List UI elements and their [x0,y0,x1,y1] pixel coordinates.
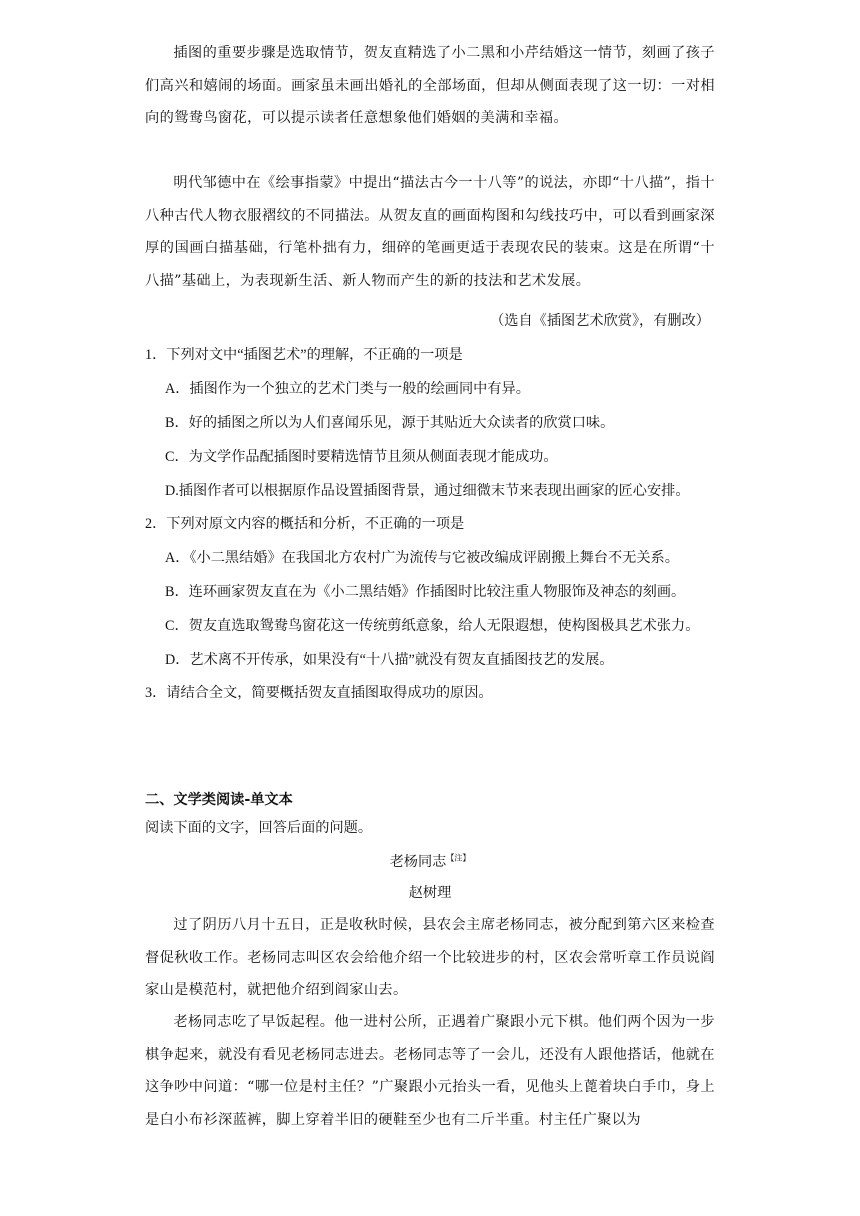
answer-option: B．连环画家贺友直在为《小二黑结婚》作插图时比较注重人物服饰及神态的刻画。 [165,584,686,600]
answer-option: A．《小二黑结婚》在我国北方农村广为流传与它被改编成评剧搬上舞台不无关系。 [165,550,679,566]
question-stem: 2．下列对原文内容的概括和分析，不正确的一项是 [145,516,465,532]
question-stem: 3．请结合全文，简要概括贺友直插图取得成功的原因。 [145,685,493,701]
question-stem: 1．下列对文中“插图艺术”的理解，不正确的一项是 [145,347,463,363]
story-paragraph: 老杨同志吃了早饭起程。他一进村公所，正遇着广聚跟小元下棋。他们两个因为一步棋争起来，就没有看见老杨同志进去。老杨同志等了一会儿，还没有人跟他搭话，他就在这争吵中问道：“哪一位是村主任？”广聚跟小元抬头一看，见他头上蓖着块白手巾，身上是白小布衫深蓝裤，脚上穿着半旧的硬鞋至少也有二斤半重。村主任广聚以为 [145,1014,715,1128]
passage-paragraph: 明代邹德中在《绘事指蒙》中提出“描法古今一十八等”的说法，亦即“十八描”，指十八种古代人物衣服褶纹的不同描法。从贺友直的画面构图和勾线技巧中，可以看到画家深厚的国画白描基础，行笔朴拙有力，细碎的笔画更适于表现农民的装束。这是在所谓“十八描”基础上，为表现新生活、新人物而产生的新的技法和艺术发展。 [145,175,715,289]
footnote-marker: 【注】 [446,853,471,863]
section-heading: 二、文学类阅读-单文本 [145,792,293,808]
story-paragraph: 过了阴历八月十五日，正是收秋时候，县农会主席老杨同志，被分配到第六区来检查督促秋收工作。老杨同志叫区农会给他介绍一个比较进步的村，区农会常听章工作员说阎家山是模范村，就把他介绍到阎家山去。 [145,917,715,998]
answer-option: B．好的插图之所以为人们喜闻乐见，源于其贴近大众读者的欣赏口味。 [165,415,615,431]
answer-option: D.插图作者可以根据原作品设置插图背景，通过细微末节来表现出画家的匠心安排。 [165,483,690,499]
passage-source: （选自《插图艺术欣赏》，有删改） [490,313,710,329]
passage-paragraph: 插图的重要步骤是选取情节，贺友直精选了小二黑和小芹结婚这一情节，刻画了孩子们高兴和嬉闹的场面。画家虽未画出婚礼的全部场面，但却从侧面表现了这一切：一对相向的鸳鸯鸟窗花，可以提示读者任意想象他们婚姻的美满和幸福。 [145,45,715,126]
answer-option: D．艺术离不开传承，如果没有“十八描”就没有贺友直插图技艺的发展。 [165,652,614,668]
answer-option: C．为文学作品配插图时要精选情节且须从侧面表现才能成功。 [165,449,558,465]
answer-option: A．插图作为一个独立的艺术门类与一般的绘画同中有异。 [165,381,530,397]
story-title-text: 老杨同志 [389,854,447,870]
answer-option: C．贺友直选取鸳鸯鸟窗花这一传统剪纸意象，给人无限遐想，使构图极具艺术张力。 [165,618,700,634]
section-instruction: 阅读下面的文字，回答后面的问题。 [145,820,373,836]
story-author: 赵树理 [408,885,452,901]
story-title [0,851,860,871]
